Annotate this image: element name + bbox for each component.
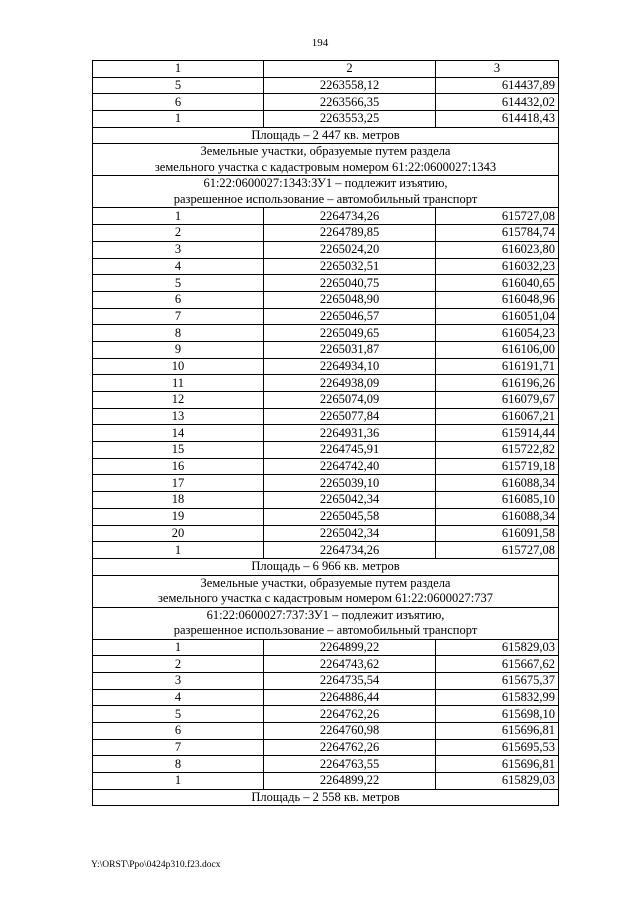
x-coordinate: 2264899,22	[264, 639, 436, 656]
y-coordinate: 616196,26	[436, 375, 559, 392]
x-coordinate: 2264745,91	[264, 442, 436, 459]
table-row	[93, 408, 559, 425]
y-coordinate: 616067,21	[436, 408, 559, 425]
table-row	[93, 656, 559, 673]
table-row	[93, 442, 559, 459]
x-coordinate: 2264734,26	[264, 208, 436, 225]
table-row	[93, 425, 559, 442]
x-coordinate: 2264742,40	[264, 458, 436, 475]
coordinates-table	[92, 60, 559, 806]
section-subtitle-row	[93, 607, 559, 639]
x-coordinate: 2265042,34	[264, 492, 436, 509]
y-coordinate: 615719,18	[436, 458, 559, 475]
y-coordinate: 616085,10	[436, 492, 559, 509]
header-col-2: 2	[264, 61, 436, 78]
y-coordinate: 616048,96	[436, 291, 559, 308]
x-coordinate: 2264734,26	[264, 542, 436, 559]
table-row	[93, 241, 559, 258]
point-number: 5	[93, 706, 264, 723]
area-total: Площадь – 2 558 кв. метров	[93, 789, 559, 806]
point-number: 6	[93, 723, 264, 740]
y-coordinate: 615667,62	[436, 656, 559, 673]
x-coordinate: 2264762,26	[264, 739, 436, 756]
point-number: 13	[93, 408, 264, 425]
section-title-row	[93, 144, 559, 176]
point-number: 10	[93, 358, 264, 375]
point-number: 6	[93, 94, 264, 111]
table-row	[93, 258, 559, 275]
point-number: 5	[93, 77, 264, 94]
table-row	[93, 308, 559, 325]
y-coordinate: 616106,00	[436, 341, 559, 358]
x-coordinate: 2264934,10	[264, 358, 436, 375]
point-number: 2	[93, 225, 264, 242]
table-row	[93, 291, 559, 308]
y-coordinate: 616088,34	[436, 508, 559, 525]
x-coordinate: 2265048,90	[264, 291, 436, 308]
x-coordinate: 2265039,10	[264, 475, 436, 492]
table-row	[93, 392, 559, 409]
y-coordinate: 616054,23	[436, 325, 559, 342]
y-coordinate: 616023,80	[436, 241, 559, 258]
point-number: 1	[93, 542, 264, 559]
point-number: 3	[93, 241, 264, 258]
section-title-line: Земельные участки, образуемые путем раздела	[200, 144, 451, 159]
x-coordinate: 2265049,65	[264, 325, 436, 342]
table-row	[93, 111, 559, 128]
point-number: 8	[93, 756, 264, 773]
table-row	[93, 492, 559, 509]
y-coordinate: 615829,03	[436, 773, 559, 790]
table-row	[93, 358, 559, 375]
y-coordinate: 616051,04	[436, 308, 559, 325]
x-coordinate: 2264886,44	[264, 689, 436, 706]
area-total-row	[93, 127, 559, 144]
x-coordinate: 2263553,25	[264, 111, 436, 128]
point-number: 4	[93, 689, 264, 706]
table-row	[93, 672, 559, 689]
x-coordinate: 2264899,22	[264, 773, 436, 790]
y-coordinate: 615832,99	[436, 689, 559, 706]
y-coordinate: 614437,89	[436, 77, 559, 94]
section-title-row	[93, 575, 559, 607]
section-subtitle-line: разрешенное использование – автомобильный транспорт	[173, 623, 478, 638]
table-row	[93, 341, 559, 358]
table-row	[93, 375, 559, 392]
table-row	[93, 706, 559, 723]
table-row	[93, 94, 559, 111]
y-coordinate: 614432,02	[436, 94, 559, 111]
table-row	[93, 275, 559, 292]
page-number: 194	[311, 37, 329, 49]
table-row	[93, 723, 559, 740]
point-number: 16	[93, 458, 264, 475]
x-coordinate: 2264760,98	[264, 723, 436, 740]
footer-file-path: Y:\ORST\Ppo\0424p310.f23.docx	[91, 860, 221, 870]
table-row	[93, 77, 559, 94]
point-number: 15	[93, 442, 264, 459]
y-coordinate: 615698,10	[436, 706, 559, 723]
point-number: 1	[93, 773, 264, 790]
section-title-line: Земельные участки, образуемые путем раздела	[200, 575, 451, 590]
x-coordinate: 2265040,75	[264, 275, 436, 292]
section-title	[93, 575, 559, 607]
y-coordinate: 615695,53	[436, 739, 559, 756]
point-number: 8	[93, 325, 264, 342]
y-coordinate: 616079,67	[436, 392, 559, 409]
table-row	[93, 639, 559, 656]
y-coordinate: 615829,03	[436, 639, 559, 656]
point-number: 1	[93, 639, 264, 656]
section-title-line: земельного участка с кадастровым номером 61:22:0600027:737	[157, 591, 494, 606]
section-subtitle	[93, 607, 559, 639]
x-coordinate: 2265031,87	[264, 341, 436, 358]
point-number: 5	[93, 275, 264, 292]
y-coordinate: 615696,81	[436, 756, 559, 773]
area-total-row	[93, 558, 559, 575]
section-title-line: земельного участка с кадастровым номером 61:22:0600027:1343	[154, 159, 497, 174]
x-coordinate: 2265024,20	[264, 241, 436, 258]
x-coordinate: 2265042,34	[264, 525, 436, 542]
area-total-row	[93, 789, 559, 806]
y-coordinate: 615727,08	[436, 208, 559, 225]
table-row	[93, 475, 559, 492]
table-row	[93, 689, 559, 706]
x-coordinate: 2265045,58	[264, 508, 436, 525]
y-coordinate: 616032,23	[436, 258, 559, 275]
x-coordinate: 2264743,62	[264, 656, 436, 673]
point-number: 4	[93, 258, 264, 275]
y-coordinate: 615675,37	[436, 672, 559, 689]
x-coordinate: 2263566,35	[264, 94, 436, 111]
y-coordinate: 616040,65	[436, 275, 559, 292]
x-coordinate: 2265032,51	[264, 258, 436, 275]
y-coordinate: 616191,71	[436, 358, 559, 375]
header-col-3: 3	[436, 61, 559, 78]
point-number: 17	[93, 475, 264, 492]
point-number: 14	[93, 425, 264, 442]
table-row	[93, 225, 559, 242]
table-row	[93, 525, 559, 542]
section-subtitle	[93, 176, 559, 208]
header-row	[93, 61, 559, 78]
x-coordinate: 2265077,84	[264, 408, 436, 425]
x-coordinate: 2264762,26	[264, 706, 436, 723]
point-number: 2	[93, 656, 264, 673]
section-subtitle-line: 61:22:0600027:1343:ЗУ1 – подлежит изъятию,	[203, 176, 448, 191]
x-coordinate: 2265046,57	[264, 308, 436, 325]
point-number: 1	[93, 208, 264, 225]
coordinates-table-body	[93, 61, 559, 806]
y-coordinate: 615914,44	[436, 425, 559, 442]
x-coordinate: 2264931,36	[264, 425, 436, 442]
y-coordinate: 614418,43	[436, 111, 559, 128]
area-total: Площадь – 6 966 кв. метров	[93, 558, 559, 575]
table-row	[93, 458, 559, 475]
y-coordinate: 616088,34	[436, 475, 559, 492]
y-coordinate: 615727,08	[436, 542, 559, 559]
table-row	[93, 756, 559, 773]
table-row	[93, 208, 559, 225]
y-coordinate: 615696,81	[436, 723, 559, 740]
x-coordinate: 2264763,55	[264, 756, 436, 773]
point-number: 6	[93, 291, 264, 308]
point-number: 7	[93, 739, 264, 756]
table-row	[93, 773, 559, 790]
x-coordinate: 2264735,54	[264, 672, 436, 689]
point-number: 19	[93, 508, 264, 525]
point-number: 11	[93, 375, 264, 392]
point-number: 9	[93, 341, 264, 358]
point-number: 3	[93, 672, 264, 689]
table-row	[93, 542, 559, 559]
section-title	[93, 144, 559, 176]
header-col-1: 1	[93, 61, 264, 78]
section-subtitle-line: 61:22:0600027:737:ЗУ1 – подлежит изъятию,	[206, 607, 445, 622]
x-coordinate: 2264938,09	[264, 375, 436, 392]
point-number: 18	[93, 492, 264, 509]
table-row	[93, 739, 559, 756]
point-number: 12	[93, 392, 264, 409]
x-coordinate: 2265074,09	[264, 392, 436, 409]
point-number: 1	[93, 111, 264, 128]
point-number: 20	[93, 525, 264, 542]
y-coordinate: 616091,58	[436, 525, 559, 542]
section-subtitle-row	[93, 176, 559, 208]
y-coordinate: 615722,82	[436, 442, 559, 459]
table-row	[93, 508, 559, 525]
y-coordinate: 615784,74	[436, 225, 559, 242]
point-number: 7	[93, 308, 264, 325]
x-coordinate: 2264789,85	[264, 225, 436, 242]
section-subtitle-line: разрешенное использование – автомобильный транспорт	[173, 191, 478, 206]
x-coordinate: 2263558,12	[264, 77, 436, 94]
table-row	[93, 325, 559, 342]
area-total: Площадь – 2 447 кв. метров	[93, 127, 559, 144]
